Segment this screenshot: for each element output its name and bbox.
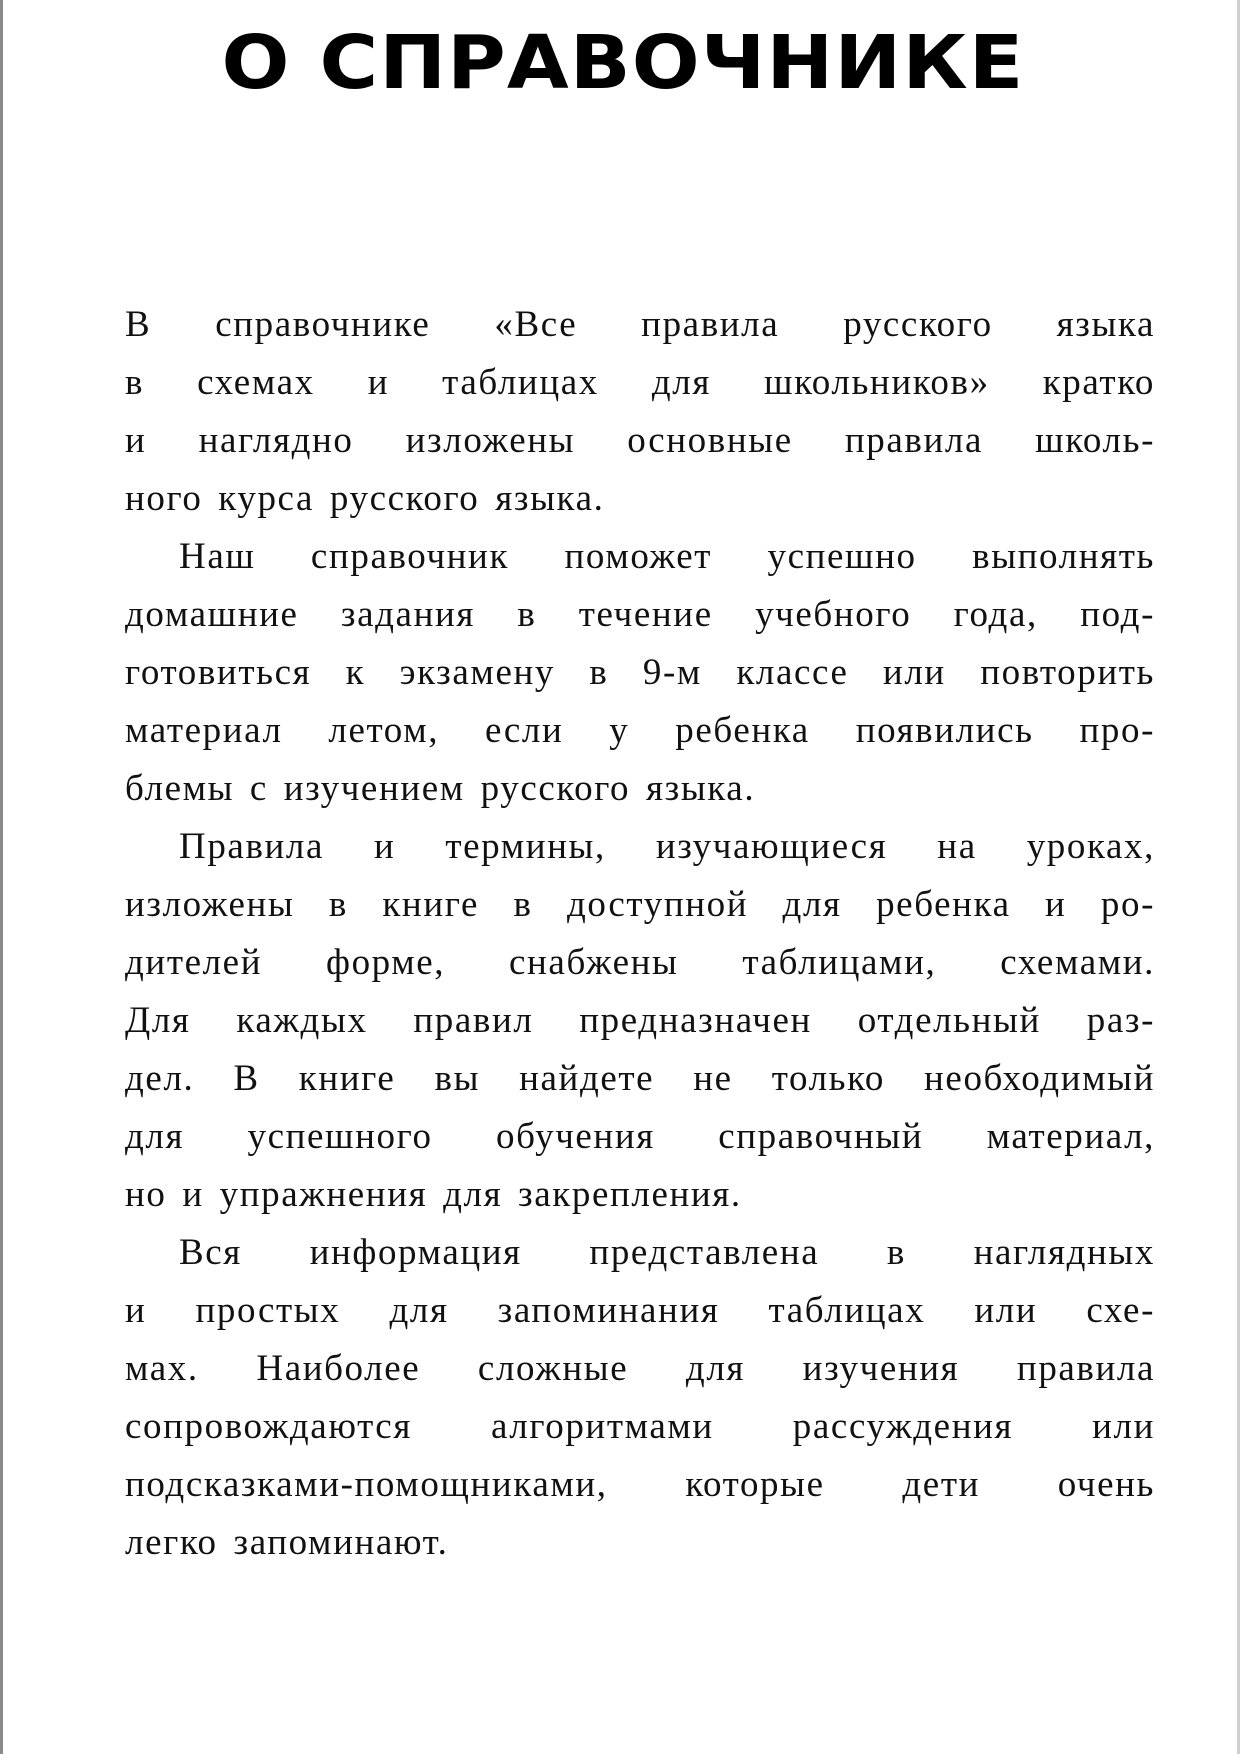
- text-line: Правила и термины, изучающиеся на уроках,: [179, 826, 1155, 867]
- paragraph-4: [125, 1224, 1155, 1572]
- text-line: материал летом, если у ребенка появились про-: [125, 710, 1155, 751]
- text-line: сопровождаются алгоритмами рассуждения или: [125, 1406, 1155, 1447]
- text-line: и простых для запоминания таблицах или схе-: [125, 1290, 1155, 1331]
- text-line: Наш справочник поможет успешно выполнять: [179, 536, 1155, 577]
- body-text: [125, 296, 1155, 1572]
- paragraph-3: [125, 818, 1155, 1224]
- text-line: дителей форме, снабжены таблицами, схемами.: [125, 942, 1155, 983]
- paragraph-1: [125, 296, 1155, 528]
- text-line: дел. В книге вы найдете не только необходимый: [125, 1058, 1155, 1099]
- text-line: В справочнике «Все правила русского языка: [125, 304, 1155, 345]
- text-line: и наглядно изложены основные правила школь-: [125, 420, 1155, 461]
- text-line: готовиться к экзамену в 9-м классе или повторить: [125, 652, 1155, 693]
- text-line: но и упражнения для закрепления.: [125, 1174, 742, 1215]
- paragraph-2: [125, 528, 1155, 818]
- text-line: изложены в книге в доступной для ребенка и ро-: [125, 884, 1155, 925]
- text-line: домашние задания в течение учебного года, под-: [125, 594, 1155, 635]
- page-title: О СПРАВОЧНИКЕ: [221, 20, 1025, 106]
- text-line: Для каждых правил предназначен отдельный раз-: [125, 1000, 1155, 1041]
- text-line: в схемах и таблицах для школьников» кратко: [125, 362, 1155, 403]
- text-line: для успешного обучения справочный материал,: [125, 1116, 1155, 1157]
- text-line: легко запоминают.: [125, 1522, 449, 1563]
- text-line: подсказками-помощниками, которые дети очень: [125, 1464, 1155, 1505]
- text-line: Вся информация представлена в наглядных: [179, 1232, 1155, 1273]
- text-line: ного курса русского языка.: [125, 478, 605, 519]
- text-line: мах. Наиболее сложные для изучения правила: [125, 1348, 1155, 1389]
- text-line: блемы с изучением русского языка.: [125, 768, 756, 809]
